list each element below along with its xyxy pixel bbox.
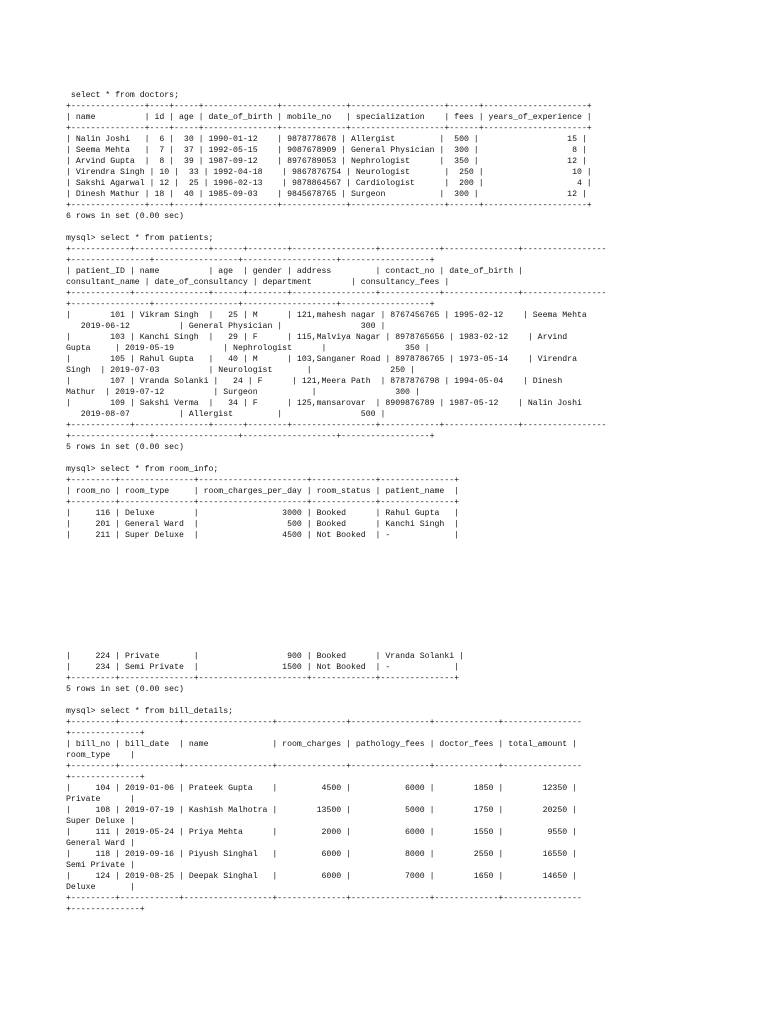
patients-output-line: +------------+---------------+------+--------+-----------------+------------+---------------+----------------- xyxy=(66,289,607,298)
patients-output-line: +----------------+-----------------+-------------------+------------------+ xyxy=(66,432,435,441)
patients-output-line: | 101 | Vikram Singh | 25 | M | 121,mahesh nagar | 8767456765 | 1995-02-12 | Seema Mehta xyxy=(66,311,587,320)
patients-output-line: mysql> select * from patients; xyxy=(66,234,214,243)
doctors-output-line: | Dinesh Mathur | 18 | 40 | 1985-09-03 | 9845678765 | Surgeon | 300 | 12 | xyxy=(66,190,587,199)
bill-details-output-line: Private | xyxy=(66,795,135,804)
doctors-output-line: +---------------+----+-----+---------------+-------------+-------------------+------+---------------------+ xyxy=(66,201,592,210)
bill-details-output-line: Semi Private | xyxy=(66,861,135,870)
bill-details-query-result xyxy=(66,706,756,915)
doctors-output-line: select * from doctors; xyxy=(66,91,180,100)
patients-output-line: | 103 | Kanchi Singh | 29 | F | 115,Malviya Nagar | 8978765656 | 1983-02-12 | Arvind xyxy=(66,333,568,342)
room-info-output-line: +---------+---------------+----------------------+-------------+---------------+ xyxy=(66,674,460,683)
patients-output-line: 2019-08-07 | Allergist | 500 | xyxy=(66,410,386,419)
patients-output-line: 2019-06-12 | General Physician | 300 | xyxy=(66,322,386,331)
room-info-output-line: | 234 | Semi Private | 1500 | Not Booked | - | xyxy=(66,663,460,672)
room-info-output-line: | 224 | Private | 900 | Booked | Vranda Solanki | xyxy=(66,652,464,661)
patients-output-line: | 105 | Rahul Gupta | 40 | M | 103,Sanganer Road | 8978786765 | 1973-05-14 | Virendra xyxy=(66,355,577,364)
doctors-output-line: | Virendra Singh | 10 | 33 | 1992-04-18 | 9867876754 | Neurologist | 250 | 10 | xyxy=(66,168,592,177)
patients-output-line: consultant_name | date_of_consultancy | department | consultancy_fees | xyxy=(66,278,450,287)
doctors-output-line: | Nalin Joshi | 6 | 30 | 1990-01-12 | 9878778678 | Allergist | 500 | 15 | xyxy=(66,135,587,144)
bill-details-output-line: General Ward | xyxy=(66,839,135,848)
room-info-output-line: | 201 | General Ward | 500 | Booked | Kanchi Singh | xyxy=(66,520,460,529)
patients-output-line: +------------+---------------+------+--------+-----------------+------------+---------------+----------------- xyxy=(66,245,607,254)
patients-output-line: +------------+---------------+------+--------+-----------------+------------+---------------+----------------- xyxy=(66,421,607,430)
patients-output-line: +----------------+-----------------+-------------------+------------------+ xyxy=(66,256,435,265)
room-info-output-line: | 116 | Deluxe | 3000 | Booked | Rahul Gupta | xyxy=(66,509,460,518)
doctors-query-result xyxy=(66,90,756,222)
doctors-output-line: +---------------+----+-----+---------------+-------------+-------------------+------+---------------------+ xyxy=(66,102,592,111)
spacer xyxy=(66,695,756,706)
bill-details-output-line: | 118 | 2019-09-16 | Piyush Singhal | 6000 | 8000 | 2550 | 16550 | xyxy=(66,850,577,859)
room-info-query-result-top xyxy=(66,464,756,541)
patients-output-line: Gupta | 2019-05-19 | Nephrologist | 350 | xyxy=(66,344,430,353)
patients-output-line: | 107 | Vranda Solanki | 24 | F | 121,Meera Path | 8787876798 | 1994-05-04 | Dinesh xyxy=(66,377,563,386)
bill-details-output-line: | 124 | 2019-08-25 | Deepak Singhal | 6000 | 7000 | 1650 | 14650 | xyxy=(66,872,577,881)
bill-details-output-line: +--------------+ xyxy=(66,905,145,914)
bill-details-output-line: Deluxe | xyxy=(66,883,135,892)
bill-details-output-line: room_type | xyxy=(66,751,135,760)
bill-details-output-line: | bill_no | bill_date | name | room_charges | pathology_fees | doctor_fees | total_amount | xyxy=(66,740,577,749)
doctors-output-line: | name | id | age | date_of_birth | mobile_no | specialization | fees | years_of_experience | xyxy=(66,113,592,122)
bill-details-output-line: | 111 | 2019-05-24 | Priya Mehta | 2000 | 6000 | 1550 | 9550 | xyxy=(66,828,577,837)
patients-output-line: | patient_ID | name | age | gender | address | contact_no | date_of_birth | xyxy=(66,267,523,276)
bill-details-output-line: | 108 | 2019-07-19 | Kashish Malhotra | 13500 | 5000 | 1750 | 20250 | xyxy=(66,806,577,815)
patients-output-line: 5 rows in set (0.00 sec) xyxy=(66,443,184,452)
room-info-output-line: +---------+---------------+----------------------+-------------+---------------+ xyxy=(66,498,460,507)
bill-details-output-line: mysql> select * from bill_details; xyxy=(66,707,234,716)
room-info-output-line: | 211 | Super Deluxe | 4500 | Not Booked | - | xyxy=(66,531,460,540)
doctors-output-line: | Sakshi Agarwal | 12 | 25 | 1996-02-13 | 9878864567 | Cardiologist | 200 | 4 | xyxy=(66,179,592,188)
room-info-output-line: mysql> select * from room_info; xyxy=(66,465,219,474)
patients-output-line: Singh | 2019-07-03 | Neurologist | 250 | xyxy=(66,366,415,375)
bill-details-output-line: +--------------+ xyxy=(66,773,145,782)
room-info-query-result-bottom xyxy=(66,651,756,695)
bill-details-output-line: +--------------+ xyxy=(66,729,145,738)
bill-details-output-line: | 104 | 2019-01-06 | Prateek Gupta | 4500 | 6000 | 1850 | 12350 | xyxy=(66,784,577,793)
spacer xyxy=(66,453,756,464)
doctors-output-line: | Seema Mehta | 7 | 37 | 1992-05-15 | 9087678909 | General Physician | 300 | 8 | xyxy=(66,146,587,155)
bill-details-output-line: +---------+------------+------------------+--------------+----------------+-------------+---------------- xyxy=(66,762,582,771)
patients-query-result xyxy=(66,233,756,453)
page-break-space xyxy=(66,541,756,651)
patients-output-line: | 109 | Sakshi Verma | 34 | F | 125,mansarovar | 8909876789 | 1987-05-12 | Nalin Joshi xyxy=(66,399,582,408)
doctors-output-line: 6 rows in set (0.00 sec) xyxy=(66,212,184,221)
patients-output-line: +----------------+-----------------+-------------------+------------------+ xyxy=(66,300,435,309)
patients-output-line: Mathur | 2019-07-12 | Surgeon | 300 | xyxy=(66,388,420,397)
room-info-output-line: +---------+---------------+----------------------+-------------+---------------+ xyxy=(66,476,460,485)
room-info-output-line: 5 rows in set (0.00 sec) xyxy=(66,685,184,694)
doctors-output-line: | Arvind Gupta | 8 | 39 | 1987-09-12 | 8976789053 | Nephrologist | 350 | 12 | xyxy=(66,157,587,166)
room-info-output-line: | room_no | room_type | room_charges_per_day | room_status | patient_name | xyxy=(66,487,460,496)
spacer xyxy=(66,222,756,233)
bill-details-output-line: Super Deluxe | xyxy=(66,817,135,826)
bill-details-output-line: +---------+------------+------------------+--------------+----------------+-------------+---------------- xyxy=(66,894,582,903)
bill-details-output-line: +---------+------------+------------------+--------------+----------------+-------------+---------------- xyxy=(66,718,582,727)
query-output-document xyxy=(66,90,756,915)
doctors-output-line: +---------------+----+-----+---------------+-------------+-------------------+------+---------------------+ xyxy=(66,124,592,133)
